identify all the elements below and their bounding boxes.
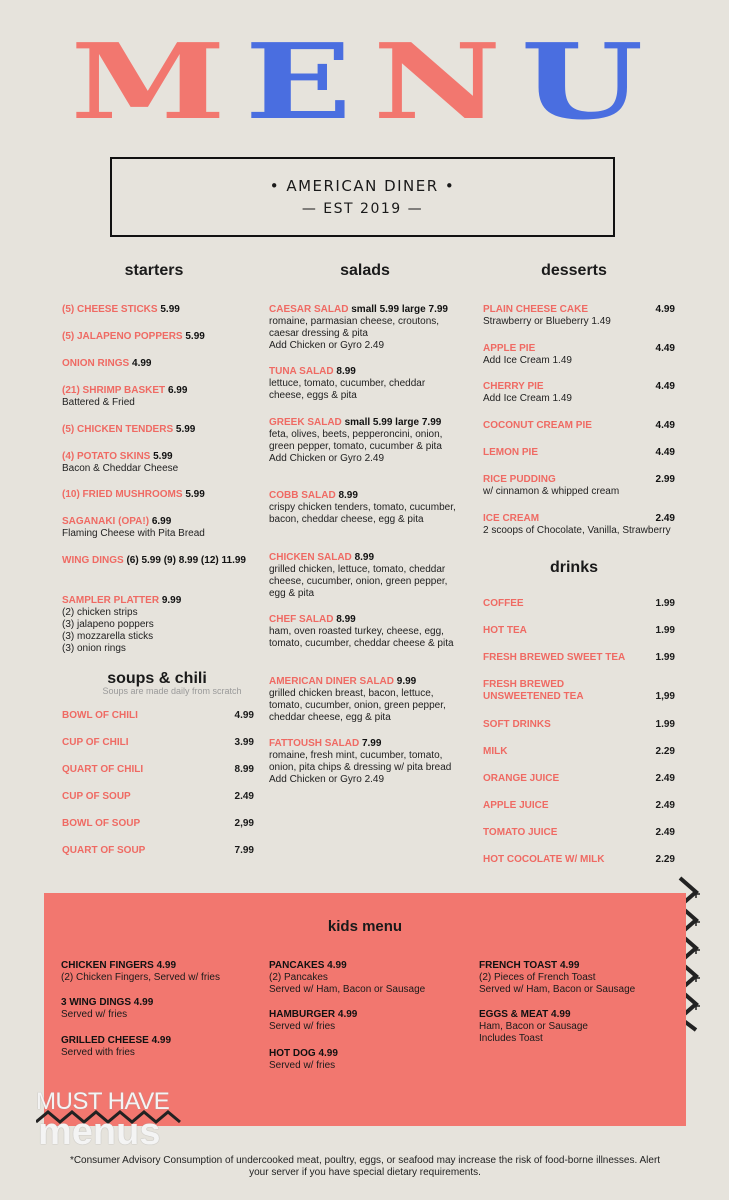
item-price: 6.99 <box>167 385 188 396</box>
item-price: 3.99 <box>234 737 254 748</box>
menu-item <box>483 800 675 812</box>
menu-item <box>62 331 252 343</box>
drinks-heading: drinks <box>549 559 598 576</box>
item-description: ham, oven roasted turkey, cheese, egg, tomato, cucumber, cheddar cheese & pita <box>269 626 454 649</box>
item-price: 4.99 <box>327 960 347 971</box>
item-description: grilled chicken breast, bacon, lettuce, tomato, cucumber, onion, green pepper, cheddar cheese, egg & pita <box>269 688 446 723</box>
item-name: APPLE PIE <box>483 343 536 354</box>
menu-item-line <box>62 555 252 567</box>
menu-item-line <box>62 424 252 436</box>
menu-item-row <box>483 474 675 486</box>
item-price: 4.49 <box>655 381 675 392</box>
menu-item <box>62 710 254 722</box>
menu-item-line <box>269 614 459 626</box>
menu-item-line <box>62 331 252 343</box>
item-price: 4.99 <box>151 1035 172 1046</box>
item-name: FATTOUSH SALAD <box>269 738 360 749</box>
menu-item <box>269 366 459 402</box>
soups-header <box>62 670 252 696</box>
item-price: 9.99 <box>161 595 182 606</box>
kids-item <box>61 1035 261 1059</box>
kids-item <box>479 1009 679 1045</box>
item-name: FRESH BREWED SWEET TEA <box>483 652 626 663</box>
item-name: AMERICAN DINER SALAD <box>269 676 394 687</box>
menu-item <box>269 614 459 650</box>
menu-item <box>62 791 254 803</box>
item-name: APPLE JUICE <box>483 800 549 811</box>
brand-established: — EST 2019 — <box>301 201 424 217</box>
kids-heading: kids menu <box>327 918 403 935</box>
menu-item <box>483 746 675 758</box>
menu-item-row <box>483 420 675 432</box>
must-have-menus-logo <box>36 1088 236 1154</box>
item-price: 4.49 <box>655 343 675 354</box>
consumer-advisory: *Consumer Advisory Consumption of undercooked meat, poultry, eggs, or seafood may increase the risk of food-borne illnesses. Alert your server if you have special dietary requirements. <box>69 1155 661 1178</box>
item-name: CAESAR SALAD <box>269 304 349 315</box>
menu-item <box>269 304 459 352</box>
item-name: PLAIN CHEESE CAKE <box>483 304 589 315</box>
menu-item <box>62 489 252 501</box>
kids-item <box>269 1009 469 1033</box>
item-price: 5.99 <box>160 304 180 315</box>
menu-item <box>62 451 252 475</box>
menu-item <box>483 420 675 432</box>
item-price: 5.99 <box>175 424 196 435</box>
kids-item <box>61 960 261 984</box>
item-description: 2 scoops of Chocolate, Vanilla, Strawberry <box>483 525 671 536</box>
item-price: 2.29 <box>655 746 675 757</box>
menu-item <box>483 773 675 785</box>
item-name: RICE PUDDING <box>483 474 556 485</box>
salads-heading: salads <box>340 262 390 279</box>
item-name: (5) JALAPENO POPPERS <box>62 331 183 342</box>
brand-name: • AMERICAN DINER • <box>269 177 456 195</box>
item-description: Bacon & Cheddar Cheese <box>62 463 179 474</box>
menu-item <box>483 625 675 637</box>
menu-item-line <box>62 385 252 397</box>
menu-item <box>483 343 675 367</box>
item-name: BOWL OF CHILI <box>62 710 138 721</box>
soups-heading: soups & chili <box>107 670 207 687</box>
kids-item-line <box>269 960 469 972</box>
kids-item <box>479 960 679 996</box>
item-name: QUART OF SOUP <box>62 845 146 856</box>
title-letter-e: E <box>244 20 363 143</box>
item-name: CHERRY PIE <box>483 381 544 392</box>
item-name: HOT TEA <box>483 625 527 636</box>
item-price: 4.99 <box>132 358 152 369</box>
item-price: 4.99 <box>234 710 254 721</box>
menu-item <box>483 854 675 866</box>
menu-item <box>483 381 675 405</box>
item-description: Add Ice Cream 1.49 <box>483 393 572 404</box>
item-description: Add Ice Cream 1.49 <box>483 355 572 366</box>
item-price: 2.49 <box>655 800 675 811</box>
item-price: 2.99 <box>655 474 675 485</box>
soups-note: Soups are made daily from scratch <box>102 686 242 696</box>
item-name: BOWL OF SOUP <box>62 818 141 829</box>
kids-item-line <box>479 1009 679 1021</box>
kids-item <box>269 960 469 996</box>
item-price: 1,99 <box>655 691 675 702</box>
item-description: (2) chicken strips (3) jalapeno poppers (3) mozzarella sticks (3) onion rings <box>62 607 154 654</box>
menu-item-line <box>269 552 459 564</box>
menu-item <box>269 417 459 465</box>
item-price: 7.99 <box>234 845 254 856</box>
item-price: 8.99 <box>354 552 375 563</box>
item-name: HAMBURGER <box>269 1009 336 1020</box>
item-price: 8.99 <box>338 490 358 501</box>
item-name: GRILLED CHEESE <box>61 1035 149 1046</box>
menu-item-line <box>62 358 252 370</box>
item-name: TUNA SALAD <box>269 366 334 377</box>
item-description: (2) Pieces of French Toast Served w/ Ham, Bacon or Sausage <box>479 972 636 995</box>
menu-item <box>483 652 675 664</box>
item-description: Served w/ fries <box>61 1009 128 1020</box>
item-price: small 5.99 large 7.99 <box>344 417 442 428</box>
menu-item-row <box>483 381 675 393</box>
item-price: 2.49 <box>655 827 675 838</box>
item-name: TOMATO JUICE <box>483 827 558 838</box>
item-price: 5.99 <box>153 451 173 462</box>
menu-item <box>62 516 252 540</box>
menu-item-row <box>483 343 675 355</box>
menu-item <box>62 385 252 409</box>
item-price: 2.49 <box>655 773 675 784</box>
item-description: romaine, fresh mint, cucumber, tomato, onion, pita chips & dressing w/ pita bread Add Chicken or Gyro 2.49 <box>269 750 452 785</box>
menu-item-line <box>269 304 459 316</box>
item-name: (21) SHRIMP BASKET <box>62 385 166 396</box>
menu-item-line <box>62 304 252 316</box>
item-name: SAMPLER PLATTER <box>62 595 160 606</box>
item-name: PANCAKES <box>269 960 325 971</box>
menu-item-line <box>269 738 459 750</box>
title-letter-n: N <box>372 20 512 143</box>
item-description: romaine, parmasian cheese, croutons, caesar dressing & pita Add Chicken or Gyro 2.49 <box>269 316 440 351</box>
item-name: ICE CREAM <box>483 513 540 524</box>
item-name: COCONUT CREAM PIE <box>483 420 592 431</box>
item-name: FRESH BREWED UNSWEETENED TEA <box>483 679 584 702</box>
item-name: HOT COCOLATE W/ MILK <box>483 854 605 865</box>
item-name: GREEK SALAD <box>269 417 342 428</box>
kids-item <box>61 997 261 1021</box>
item-name: MILK <box>483 746 508 757</box>
item-name: ONION RINGS <box>62 358 130 369</box>
menu-item <box>62 595 252 655</box>
item-description: Flaming Cheese with Pita Bread <box>62 528 205 539</box>
kids-item-line <box>61 997 261 1009</box>
menu-item-line <box>62 451 252 463</box>
item-name: (5) CHICKEN TENDERS <box>62 424 174 435</box>
item-description: Served w/ fries <box>269 1021 336 1032</box>
menu-item <box>483 827 675 839</box>
item-price: 1.99 <box>655 598 675 609</box>
item-description: lettuce, tomato, cucumber, cheddar cheese, eggs & pita <box>269 378 426 401</box>
menu-item-row <box>483 304 675 316</box>
item-description: w/ cinnamon & whipped cream <box>483 486 620 497</box>
item-name: 3 WING DINGS <box>61 997 132 1008</box>
item-name: COBB SALAD <box>269 490 336 501</box>
item-name: (4) POTATO SKINS <box>62 451 151 462</box>
item-name: CUP OF CHILI <box>62 737 129 748</box>
item-description: Served with fries <box>61 1047 135 1058</box>
menu-item <box>62 845 254 857</box>
item-price: 4.49 <box>655 420 675 431</box>
kids-item-line <box>61 960 261 972</box>
item-price: 4.99 <box>551 1009 571 1020</box>
item-description: grilled chicken, lettuce, tomato, cheddar cheese, cucumber, onion, green pepper, egg & pita <box>269 564 448 599</box>
item-price: 2.49 <box>234 791 254 802</box>
item-price: 8.99 <box>234 764 254 775</box>
menu-item <box>62 818 254 830</box>
item-price: 7.99 <box>361 738 382 749</box>
item-price: small 5.99 large 7.99 <box>351 304 448 315</box>
logo-line2: menus <box>38 1111 161 1153</box>
item-name: FRENCH TOAST <box>479 960 558 971</box>
desserts-heading: desserts <box>541 262 607 279</box>
item-name: QUART OF CHILI <box>62 764 144 775</box>
menu-item <box>62 555 252 567</box>
item-price: 4.99 <box>559 960 580 971</box>
title-letter-m: M <box>70 20 238 143</box>
item-name: CHEF SALAD <box>269 614 334 625</box>
menu-item-line <box>269 490 459 502</box>
menu-item <box>483 719 675 731</box>
menu-item-line <box>62 516 252 528</box>
item-name: CHICKEN FINGERS <box>61 960 154 971</box>
menu-item <box>483 598 675 610</box>
item-description: Ham, Bacon or Sausage Includes Toast <box>479 1021 588 1044</box>
menu-item-row <box>483 447 675 459</box>
item-name: EGGS & MEAT <box>479 1009 549 1020</box>
item-price: 2.29 <box>655 854 675 865</box>
kids-item-line <box>269 1009 469 1021</box>
menu-item <box>269 552 459 600</box>
item-price: 5.99 <box>185 331 205 342</box>
item-name: HOT DOG <box>269 1048 316 1059</box>
kids-item-line <box>479 960 679 972</box>
item-name: SOFT DRINKS <box>483 719 551 730</box>
kids-item-line <box>61 1035 261 1047</box>
item-name: COFFEE <box>483 598 524 609</box>
menu-item-line <box>62 595 252 607</box>
item-name: LEMON PIE <box>483 447 539 458</box>
item-price: 4.99 <box>133 997 154 1008</box>
brand-box <box>110 157 615 237</box>
item-price: 5.99 <box>185 489 205 500</box>
menu-item-line <box>269 366 459 378</box>
menu-item <box>62 304 252 316</box>
item-price: 4.99 <box>655 304 675 315</box>
menu-item <box>269 676 459 724</box>
menu-title <box>0 20 729 143</box>
kids-item <box>269 1048 469 1072</box>
item-price: 4.99 <box>318 1048 338 1059</box>
menu-item <box>483 474 675 498</box>
item-name: WING DINGS <box>62 555 124 566</box>
menu-item <box>62 764 254 776</box>
title-letter-u: U <box>520 20 654 143</box>
item-description: feta, olives, beets, pepperoncini, onion, green pepper, tomato, cucumber & pita Add Chicken or Gyro 2.49 <box>269 429 443 464</box>
item-price: 8.99 <box>336 366 356 377</box>
menu-item <box>483 447 675 459</box>
item-price: 4.49 <box>655 447 675 458</box>
item-name: CUP OF SOUP <box>62 791 131 802</box>
item-description: Strawberry or Blueberry 1.49 <box>483 316 611 327</box>
menu-item <box>483 513 675 537</box>
item-description: Battered & Fried <box>62 397 135 408</box>
item-name: SAGANAKI (OPA!) <box>62 516 150 527</box>
menu-item-row <box>483 513 675 525</box>
starters-heading: starters <box>124 262 184 279</box>
item-price: 1.99 <box>655 652 675 663</box>
item-price: 4.99 <box>156 960 177 971</box>
item-price: 4.99 <box>337 1009 358 1020</box>
item-price: 1.99 <box>655 625 675 636</box>
menu-item <box>269 490 459 526</box>
item-description: (2) Pancakes Served w/ Ham, Bacon or Sausage <box>269 972 426 995</box>
menu-item <box>483 304 675 328</box>
menu-item-line <box>62 489 252 501</box>
menu-item <box>62 737 254 749</box>
item-price: 8.99 <box>336 614 356 625</box>
item-name: (10) FRIED MUSHROOMS <box>62 489 183 500</box>
item-price: (6) 5.99 (9) 8.99 (12) 11.99 <box>126 555 246 566</box>
menu-item-line <box>269 417 459 429</box>
item-description: crispy chicken tenders, tomato, cucumber, bacon, cheddar cheese, egg & pita <box>269 502 456 525</box>
item-name: CHICKEN SALAD <box>269 552 352 563</box>
kids-item-line <box>269 1048 469 1060</box>
menu-item <box>62 424 252 436</box>
item-price: 9.99 <box>396 676 417 687</box>
item-name: (5) CHEESE STICKS <box>62 304 158 315</box>
item-description: Served w/ fries <box>269 1060 336 1071</box>
menu-item <box>62 358 252 370</box>
item-price: 2,99 <box>234 818 254 829</box>
item-price: 2.49 <box>655 513 675 524</box>
item-price: 6.99 <box>151 516 172 527</box>
menu-item-line <box>269 676 459 688</box>
item-price: 1.99 <box>655 719 675 730</box>
menu-item <box>269 738 459 786</box>
item-description: (2) Chicken Fingers, Served w/ fries <box>61 972 220 983</box>
item-name: ORANGE JUICE <box>483 773 560 784</box>
menu-item <box>483 679 675 703</box>
logo-line1: MUST HAVE <box>36 1088 170 1115</box>
